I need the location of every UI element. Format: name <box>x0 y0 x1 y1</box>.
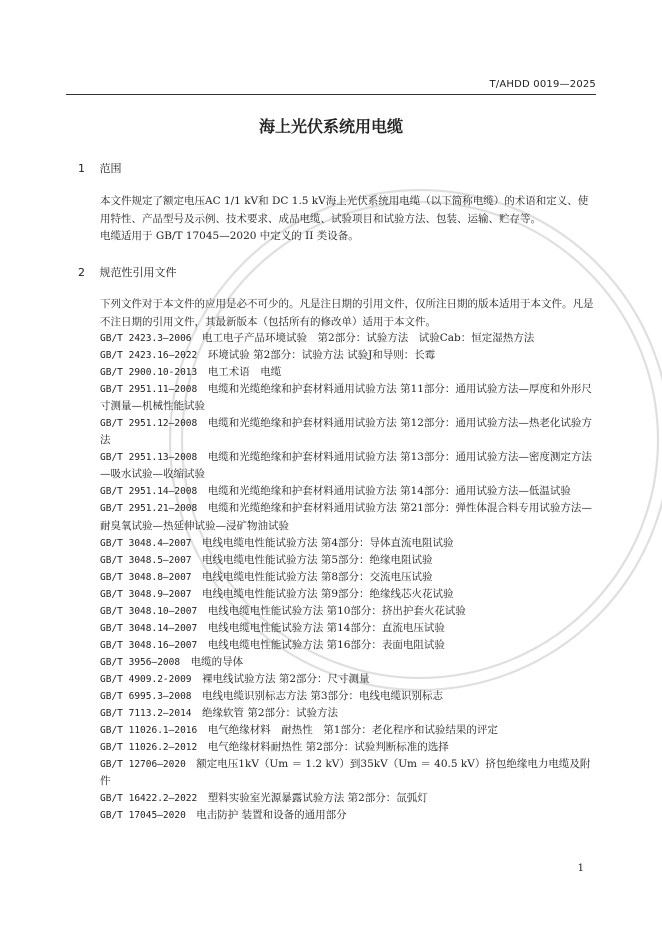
reference-title: 电缆和光缆绝缘和护套材料通用试验方法 第11部分：通用试验方法—厚度和外形尺寸测量—机械性能试验 <box>100 383 592 413</box>
reference-code: GB/T 3956—2008 <box>100 656 181 668</box>
reference-item <box>78 637 596 654</box>
reference-item <box>78 415 596 449</box>
reference-item <box>78 586 596 603</box>
reference-title: 电气绝缘材料耐热性 第2部分：试验判断标准的选择 <box>207 741 449 754</box>
reference-item <box>78 739 596 756</box>
reference-code: GB/T 3048.9—2007 <box>100 588 192 600</box>
document-title: 海上光伏系统用电缆 <box>258 117 403 136</box>
reference-code: GB/T 2951.14—2008 <box>100 486 198 498</box>
reference-code: GB/T 2951.12—2008 <box>100 418 198 430</box>
reference-title: 电缆和光缆绝缘和护套材料通用试验方法 第21部分：弹性体混合料专用试验方法—耐臭氧试验—热延伸试验—浸矿物油试验 <box>100 502 592 532</box>
scope-applicability: 电缆适用于 GB/T 17045—2020 中定义的 II 类设备。 <box>100 230 359 242</box>
document-code: T/AHDD 0019—2025 <box>489 79 596 90</box>
reference-code: GB/T 3048.8—2007 <box>100 571 192 583</box>
reference-title: 绝缘软管 第2部分：试验方法 <box>202 707 339 720</box>
reference-title: 电击防护 装置和设备的通用部分 <box>196 809 347 822</box>
reference-code: GB/T 11026.1—2016 <box>100 725 198 737</box>
reference-item <box>78 688 596 705</box>
reference-item <box>78 620 596 637</box>
reference-title: 环境试验 第2部分：试验方法 试验J和导则：长霉 <box>207 349 436 362</box>
reference-code: GB/T 12706—2020 <box>100 759 186 771</box>
section-title: 规范性引用文件 <box>99 266 177 279</box>
reference-title: 电工电子产品环境试验 第2部分：试验方法 试验Cab：恒定湿热方法 <box>202 332 535 344</box>
reference-code: GB/T 7113.2—2014 <box>100 708 192 720</box>
references-intro-text: 下列文件对于本文件的应用是必不可少的。凡是注日期的引用文件，仅所注日期的版本适用于本文件。凡是不注日期的引用文件，其最新版本（包括所有的修改单）适用于本文件。 <box>100 298 594 328</box>
references-list <box>78 330 596 824</box>
reference-item <box>78 603 596 620</box>
reference-code: GB/T 2900.10-2013 <box>100 367 198 379</box>
reference-title: 电线电缆识别标志方法 第3部分：电线电缆识别标志 <box>202 689 444 702</box>
reference-title: 电缆和光缆绝缘和护套材料通用试验方法 第14部分：通用试验方法—低温试验 <box>207 485 571 498</box>
reference-item <box>78 705 596 722</box>
reference-item <box>78 381 596 415</box>
reference-item <box>78 671 596 688</box>
reference-item <box>78 364 596 381</box>
reference-title: 电缆和光缆绝缘和护套材料通用试验方法 第13部分：通用试验方法—密度测定方法—吸水试验—收缩试验 <box>100 451 592 481</box>
reference-code: GB/T 2951.13—2008 <box>100 452 198 464</box>
reference-item <box>78 330 596 347</box>
reference-code: GB/T 2423.16—2022 <box>100 350 198 362</box>
reference-title: 电气绝缘材料 耐热性 第1部分：老化程序和试验结果的评定 <box>207 724 498 737</box>
reference-title: 电线电缆电性能试验方法 第9部分：绝缘线芯火花试验 <box>202 587 454 600</box>
reference-title: 裸电线试验方法 第2部分：尺寸测量 <box>202 672 370 685</box>
section-heading-references <box>78 264 177 280</box>
reference-title: 电工术语 电缆 <box>207 366 282 379</box>
reference-code: GB/T 3048.4—2007 <box>100 537 192 549</box>
reference-title: 电线电缆电性能试验方法 第14部分：直流电压试验 <box>207 621 445 634</box>
section-number: 1 <box>78 162 85 175</box>
reference-code: GB/T 3048.14—2007 <box>100 622 198 634</box>
reference-title: 电线电缆电性能试验方法 第4部分：导体直流电阻试验 <box>202 536 454 549</box>
reference-title: 电线电缆电性能试验方法 第8部分：交流电压试验 <box>202 570 433 583</box>
reference-code: GB/T 6995.3—2008 <box>100 690 192 702</box>
reference-title: 电缆的导体 <box>190 655 244 668</box>
reference-item <box>78 347 596 364</box>
reference-code: GB/T 3048.16—2007 <box>100 639 198 651</box>
reference-item <box>78 807 596 824</box>
reference-code: GB/T 3048.5—2007 <box>100 554 192 566</box>
reference-code: GB/T 16422.2—2022 <box>100 793 198 805</box>
page-number: 1 <box>577 863 584 874</box>
reference-title: 电线电缆电性能试验方法 第16部分：表面电阻试验 <box>207 638 445 651</box>
reference-code: GB/T 2951.21—2008 <box>100 503 198 515</box>
reference-item <box>78 483 596 500</box>
references-intro <box>78 296 596 331</box>
section-title: 范围 <box>99 162 122 175</box>
reference-item <box>78 722 596 739</box>
reference-code: GB/T 17045—2020 <box>100 810 186 822</box>
reference-code: GB/T 2423.3—2006 <box>100 333 192 344</box>
reference-item <box>78 756 596 790</box>
reference-title: 电缆和光缆绝缘和护套材料通用试验方法 第12部分：通用试验方法—热老化试验方法 <box>100 417 592 447</box>
reference-item <box>78 569 596 586</box>
header-rule <box>66 94 596 95</box>
reference-item <box>78 654 596 671</box>
reference-item <box>78 535 596 552</box>
reference-code: GB/T 11026.2—2012 <box>100 742 198 754</box>
reference-item <box>78 790 596 807</box>
reference-item <box>78 500 596 534</box>
scope-text: 本文件规定了额定电压AC 1/1 kV和 DC 1.5 kV海上光伏系统用电缆（以下简称电缆）的术语和定义、使用特性、产品型号及示例、技术要求、成品电缆、试验项目和试验方法、包装、运输、贮存等。 <box>100 195 589 225</box>
reference-code: GB/T 2951.11—2008 <box>100 384 198 396</box>
reference-title: 电线电缆电性能试验方法 第5部分：绝缘电阻试验 <box>202 553 433 566</box>
reference-code: GB/T 4909.2-2009 <box>100 673 192 685</box>
reference-item <box>78 552 596 569</box>
reference-code: GB/T 3048.10—2007 <box>100 605 198 617</box>
section-heading-scope <box>78 160 122 176</box>
section-number: 2 <box>78 266 85 279</box>
reference-title: 电线电缆电性能试验方法 第10部分：挤出护套火花试验 <box>207 604 466 617</box>
scope-paragraph <box>78 193 596 246</box>
reference-title: 塑料实验室光源暴露试验方法 第2部分：氙弧灯 <box>207 792 428 805</box>
reference-title: 额定电压1kV（Um ＝ 1.2 kV）到35kV（Um ＝ 40.5 kV）挤包绝缘电力电缆及附件 <box>100 758 591 788</box>
reference-item <box>78 449 596 483</box>
